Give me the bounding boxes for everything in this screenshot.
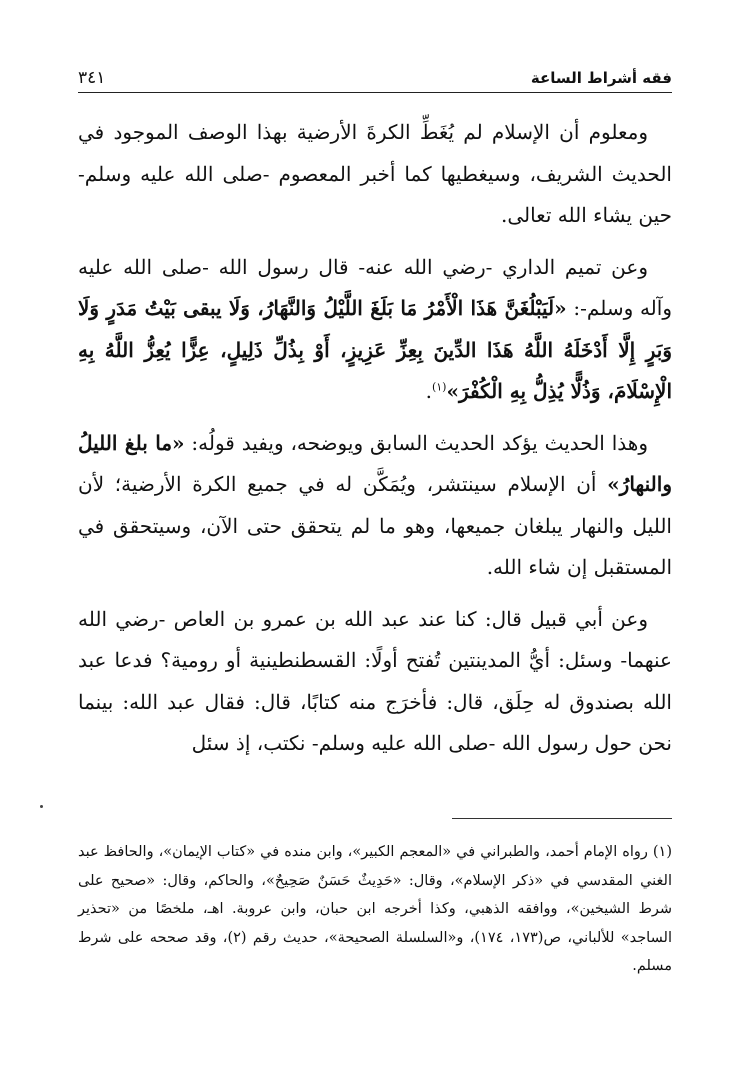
paragraph-2-end: . xyxy=(425,379,432,403)
quoted-phrase: «ما بلغ الليلُ والنهارُ» xyxy=(78,430,672,496)
paragraph-4: وعن أبي قبيل قال: كنا عند عبد الله بن عمرو بن العاص -رضي الله عنهما- وسئل: أيُّ المدينتين تُفتح أولًا: القسطنطينية أو رومية؟ فدعا عبد الله بصندوق له حِلَق، قال: فأخرَج منه كتابًا، قال: فقال عبد الله: بينما نحن حول رسول الله -صلى الله عليه وسلم- نكتب، إذ سئل xyxy=(78,606,672,755)
page-header xyxy=(78,64,672,93)
footnotes xyxy=(78,838,672,981)
paragraph-2 xyxy=(78,247,672,413)
paragraph-3-rest: أن الإسلام سينتشر، ويُمَكَّن له في جميع الكرة الأرضية؛ لأن الليل والنهار يبلغان جميعها، وهو ما لم يتحقق حتى الآن، وسيتحقق في المستقبل إن شاء الله. xyxy=(78,472,672,579)
hadith-text: «لَيَبْلُغَنَّ هَذَا الْأَمْرُ مَا بَلَغَ اللَّيْلُ وَالنَّهَارُ، وَلَا يبقى بَيْتُ مَدَرٍ وَلَا وَبَرٍ إِلَّا أَدْخَلَهُ اللَّهُ هَذَا الدِّينَ بِعِزِّ عَزِيزٍ، أَوْ بِذُلِّ ذَلِيلٍ، عِزًّا يُعِزُّ اللَّهُ بِهِ الْإِسْلَامَ، وَذُلًّا يُذِلُّ بِهِ الْكُفْرَ» xyxy=(78,296,672,403)
paragraph-1: ومعلوم أن الإسلام لم يُغَطِّ الكرةَ الأرضية بهذا الوصف الموجود في الحديث الشريف، وسيغطيها كما أخبر المعصوم -صلى الله عليه وسلم- حين يشاء الله تعالى. xyxy=(78,120,672,227)
footnote-1: (١) رواه الإمام أحمد، والطبراني في «المعجم الكبير»، وابن منده في «كتاب الإيمان»، والحافظ عبد الغني المقدسي في «ذكر الإسلام»، وقال: «حَدِيثٌ حَسَنٌ صَحِيحٌ»، والحاكم، وقال: «صحيح على شرط الشيخين»، ووافقه الذهبي، وكذا أخرجه ابن حبان، وابن عروبة. اهـ، ملخصًا من «تحذير الساجد» للألباني، ص(١٧٣، ١٧٤)، و«السلسلة الصحيحة»، حديث رقم (٢)، وقد صححه على شرط مسلم. xyxy=(78,844,672,974)
paragraph-3 xyxy=(78,423,672,589)
main-text xyxy=(78,112,672,775)
page-number: ٣٤١ xyxy=(78,68,106,88)
footnote-separator xyxy=(452,818,672,819)
stray-dot xyxy=(40,805,43,808)
footnote-marker[interactable]: (١) xyxy=(431,380,447,394)
running-title: فقه أشراط الساعة xyxy=(530,69,672,87)
paragraph-3-intro: وهذا الحديث يؤكد الحديث السابق ويوضحه، ويفيد قولُه: xyxy=(184,430,648,455)
paragraph-2-intro: وعن تميم الداري -رضي الله عنه- قال رسول الله -صلى الله عليه وآله وسلم-: xyxy=(78,254,672,320)
